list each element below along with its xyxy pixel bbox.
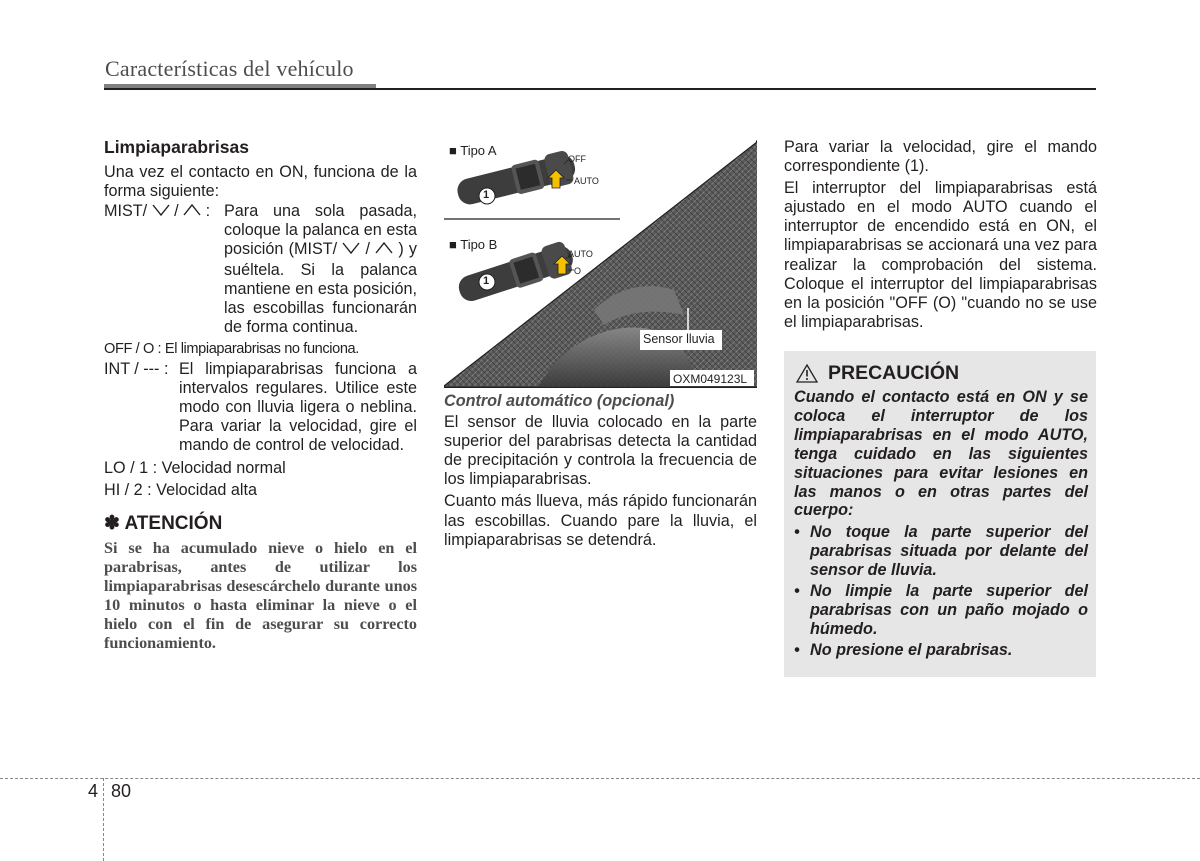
caution-box	[784, 351, 1096, 677]
rain-sensor-paragraph: El sensor de lluvia colocado en la parte superior del parabrisas detecta la cantidad de precipitación y controla la frecuencia de los limpiaparabrisas.	[444, 413, 757, 489]
mist-body-part1: Para una sola pasada, coloque la palanca en esta posición (MIST/	[224, 202, 417, 259]
column-right	[784, 138, 1097, 332]
o-position-label: O	[574, 266, 582, 276]
mist-body-part3: ) y suéltela. Si la palanca mantiene en esta posición, las escobillas funcionarán de forma continua.	[224, 240, 417, 336]
off-position-label: OFF	[568, 154, 586, 164]
figure-code: OXM049123L	[673, 372, 748, 386]
callout-1-b: 1	[483, 275, 490, 287]
attention-body: Si se ha acumulado nieve o hielo en el parabrisas, antes de utilizar los limpiaparabrisas desescárchelo durante unos 10 minutos o hasta eliminar la nieve o el hielo con el fin de asegurar su correcto funcionamiento.	[104, 538, 417, 652]
auto-mode-paragraph: El interruptor del limpiaparabrisas está ajustado en el modo AUTO cuando el interruptor de encendido está en ON, el limpiaparabrisas se accionará una vez para realizar la comprobación del sistema. Coloque el interruptor del limpiaparabrisas en la posición "OFF (O) "cuando no se use el limpiaparabrisas.	[784, 179, 1097, 331]
footer-divider	[103, 778, 104, 861]
caution-item: • No toque la parte superior del parabrisas situada por delante del sensor de lluvia.	[794, 523, 1088, 580]
rain-sensor-label: Sensor lluvia	[643, 332, 715, 346]
mist-term-sep: /	[169, 202, 184, 221]
tipo-a-label: ■ Tipo A	[449, 143, 497, 158]
caution-heading	[796, 362, 959, 385]
hi-definition: HI / 2 : Velocidad alta	[104, 480, 257, 499]
chevron-up-icon	[375, 241, 393, 260]
column-middle	[444, 392, 757, 550]
tipo-b-label: ■ Tipo B	[449, 237, 498, 252]
auto-position-label-a: AUTO	[574, 176, 599, 186]
figure-caption: Control automático (opcional)	[444, 392, 675, 410]
intro-paragraph: Una vez el contacto en ON, funciona de la forma siguiente:	[104, 163, 417, 201]
chevron-up-icon	[183, 203, 201, 222]
int-term: INT / --- :	[104, 360, 169, 379]
caution-item: • No limpie la parte superior del parabrisas con un paño mojado o húmedo.	[794, 582, 1088, 638]
callout-1-a: 1	[483, 189, 490, 201]
mist-body	[224, 202, 417, 337]
chevron-down-icon	[342, 241, 360, 260]
caution-item: • No presione el parabrisas.	[794, 640, 1013, 659]
wiper-illustration	[444, 140, 757, 388]
int-body: El limpiaparabrisas funciona a intervalos regulares. Utilice este modo con lluvia ligera o neblina. Para variar la velocidad, gire el mando de control de velocidad.	[179, 360, 417, 455]
running-header-title: Características del vehículo	[105, 56, 354, 81]
column-left	[104, 138, 417, 653]
mist-definition	[104, 202, 417, 337]
section-heading: Limpiaparabrisas	[104, 137, 249, 157]
auto-position-label-b: AUTO	[568, 249, 593, 259]
int-definition	[104, 360, 417, 455]
caution-list	[794, 523, 1088, 659]
speed-knob-paragraph: Para variar la velocidad, gire el mando correspondiente (1).	[784, 138, 1097, 176]
caution-intro: Cuando el contacto está en ON y se coloca el interruptor de los limpiaparabrisas en el modo AUTO, tenga cuidado en las siguientes situaciones para evitar lesiones en las manos o en otras partes del cuerpo:	[794, 388, 1088, 520]
mist-body-part2: /	[360, 240, 376, 259]
off-definition: OFF / O : El limpiaparabrisas no funciona.	[104, 340, 359, 357]
page-number: 80	[111, 781, 132, 801]
mist-term-prefix: MIST/	[104, 202, 152, 221]
chevron-down-icon	[152, 203, 170, 222]
warning-triangle-icon	[796, 364, 818, 383]
attention-heading: ✽ ATENCIÓN	[104, 512, 223, 534]
wiper-speed-paragraph: Cuanto más llueva, más rápido funcionarán las escobillas. Cuando pare la lluvia, el limpiaparabrisas se detendrá.	[444, 492, 757, 549]
wiper-figure	[444, 140, 757, 388]
caution-title: PRECAUCIÓN	[828, 362, 960, 384]
mist-term	[104, 202, 224, 337]
section-number: 4	[88, 781, 99, 801]
footer-rule	[0, 778, 1200, 779]
mist-term-colon: :	[201, 202, 211, 221]
caution-body	[794, 388, 1088, 660]
lo-definition: LO / 1 : Velocidad normal	[104, 458, 286, 477]
header-rule	[104, 88, 1096, 90]
